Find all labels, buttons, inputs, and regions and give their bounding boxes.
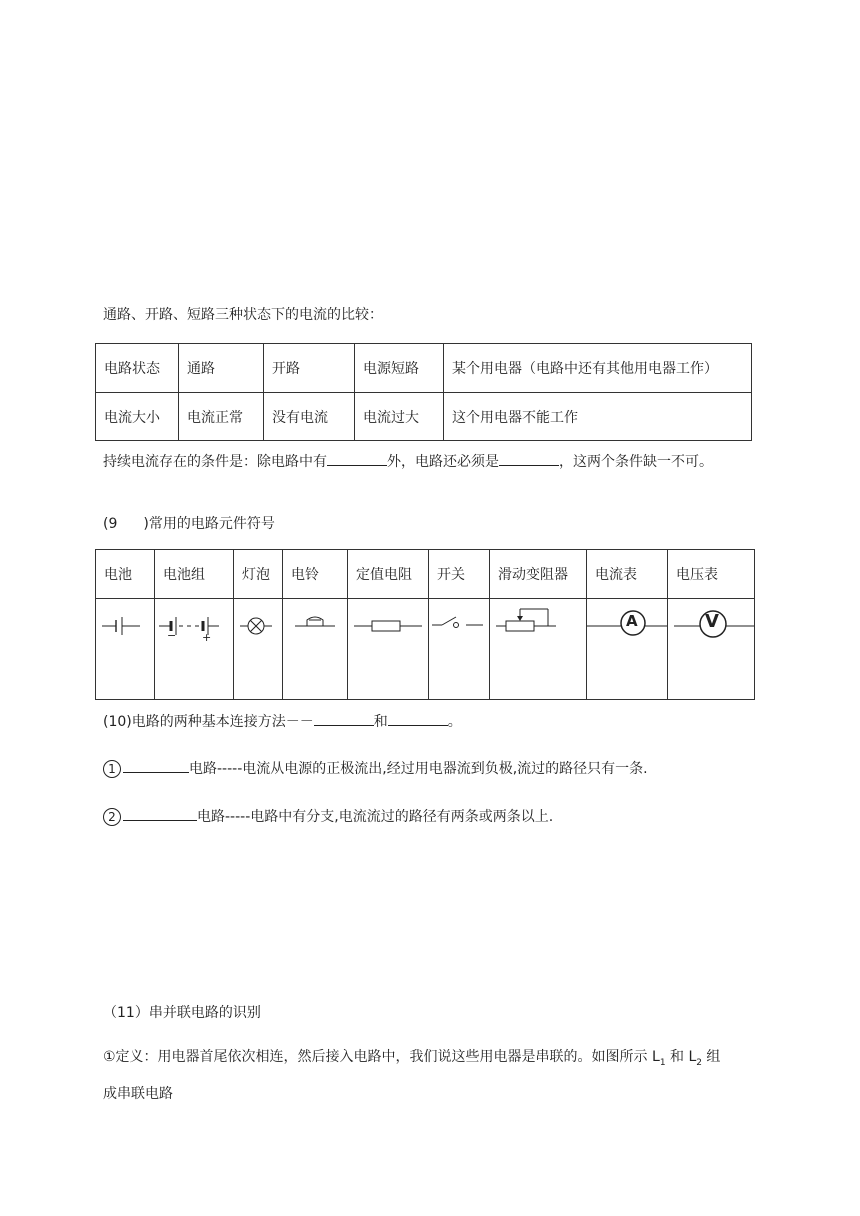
table-cell: 电流大小 [96, 393, 179, 441]
table-cell: 没有电流 [264, 393, 355, 441]
voltmeter-symbol-cell [668, 599, 755, 700]
table-cell: 通路 [179, 344, 264, 393]
item-number-icon: 1 [103, 760, 121, 778]
heading-text: (10)电路的两种基本连接方法－－ [103, 714, 314, 730]
resistor-symbol-cell [348, 599, 429, 700]
symbols-table [95, 549, 755, 700]
lamp-symbol-icon [234, 599, 282, 699]
current-condition-sentence [103, 451, 713, 471]
section-heading-symbols [103, 513, 275, 533]
battery-pack-symbol-cell [155, 599, 234, 700]
definition-text: 电路-----电路中有分支,电流流过的路径有两条或两条以上. [197, 809, 554, 825]
subscript: 2 [696, 1057, 702, 1068]
table-cell: 电池 [96, 550, 155, 599]
minus-label: − [167, 629, 177, 642]
table-cell: 开路 [264, 344, 355, 393]
fill-blank[interactable] [388, 711, 448, 726]
rheostat-symbol-cell [490, 599, 587, 700]
parallel-circuit-definition [103, 806, 553, 826]
series-definition-line1 [103, 1046, 720, 1068]
table-cell: 电流过大 [355, 393, 444, 441]
definition-text: 组 [701, 1049, 721, 1065]
fill-blank[interactable] [314, 711, 374, 726]
bell-symbol-cell [283, 599, 348, 700]
heading-text: 和 [373, 714, 388, 730]
definition-text: 和 L [665, 1049, 697, 1065]
table-cell: 定值电阻 [348, 550, 429, 599]
table-cell: 电压表 [668, 550, 755, 599]
table-cell: 滑动变阻器 [490, 550, 587, 599]
circuit-state-table [95, 343, 752, 441]
section-heading-connections [103, 711, 462, 731]
table-cell: 电源短路 [355, 344, 444, 393]
table-row [96, 599, 755, 700]
lamp-symbol-cell [234, 599, 283, 700]
section-number: (9 [103, 516, 118, 532]
table-cell: 灯泡 [234, 550, 283, 599]
battery-pack-symbol-icon [155, 599, 233, 699]
table-cell: 开关 [429, 550, 490, 599]
switch-symbol-cell [429, 599, 490, 700]
table-row [96, 393, 752, 441]
heading-text: 。 [447, 714, 462, 730]
table-cell: 这个用电器不能工作 [444, 393, 752, 441]
subscript: 1 [659, 1057, 666, 1068]
fill-blank[interactable] [327, 451, 387, 466]
table-cell: 电池组 [155, 550, 234, 599]
table-cell: 电路状态 [96, 344, 179, 393]
fill-blank[interactable] [123, 758, 189, 773]
section-heading-series-parallel: （11）串并联电路的识别 [103, 1005, 261, 1021]
series-circuit-definition [103, 758, 648, 778]
table-row [96, 344, 752, 393]
condition-text: 外，电路还必须是 [387, 454, 499, 470]
condition-text: ，这两个条件缺一不可。 [559, 454, 713, 470]
series-definition-line2: 成串联电路 [103, 1086, 173, 1102]
condition-text: 持续电流存在的条件是：除电路中有 [103, 454, 327, 470]
resistor-symbol-icon [348, 599, 428, 699]
rheostat-symbol-icon [490, 599, 586, 699]
switch-symbol-icon [429, 599, 489, 699]
table-row [96, 550, 755, 599]
battery-symbol-icon [96, 599, 154, 699]
table-cell: 某个用电器（电路中还有其他用电器工作） [444, 344, 752, 393]
fill-blank[interactable] [499, 451, 559, 466]
section-title: )常用的电路元件符号 [143, 516, 275, 532]
definition-text: ①定义：用电器首尾依次相连，然后接入电路中，我们说这些用电器是串联的。如图所示 L [103, 1049, 660, 1065]
definition-text: 电路-----电流从电源的正极流出,经过用电器流到负极,流过的路径只有一条. [189, 761, 648, 777]
voltmeter-letter: V [705, 611, 719, 632]
ammeter-symbol-cell [587, 599, 668, 700]
item-number-icon: 2 [103, 808, 121, 826]
section-heading-circuit-states: 通路、开路、短路三种状态下的电流的比较： [103, 307, 383, 323]
plus-label: + [202, 631, 212, 644]
table-cell: 电流表 [587, 550, 668, 599]
ammeter-letter: A [626, 612, 638, 630]
battery-symbol-cell [96, 599, 155, 700]
table-cell: 电铃 [283, 550, 348, 599]
fill-blank[interactable] [123, 806, 197, 821]
table-cell: 电流正常 [179, 393, 264, 441]
bell-symbol-icon [283, 599, 347, 699]
